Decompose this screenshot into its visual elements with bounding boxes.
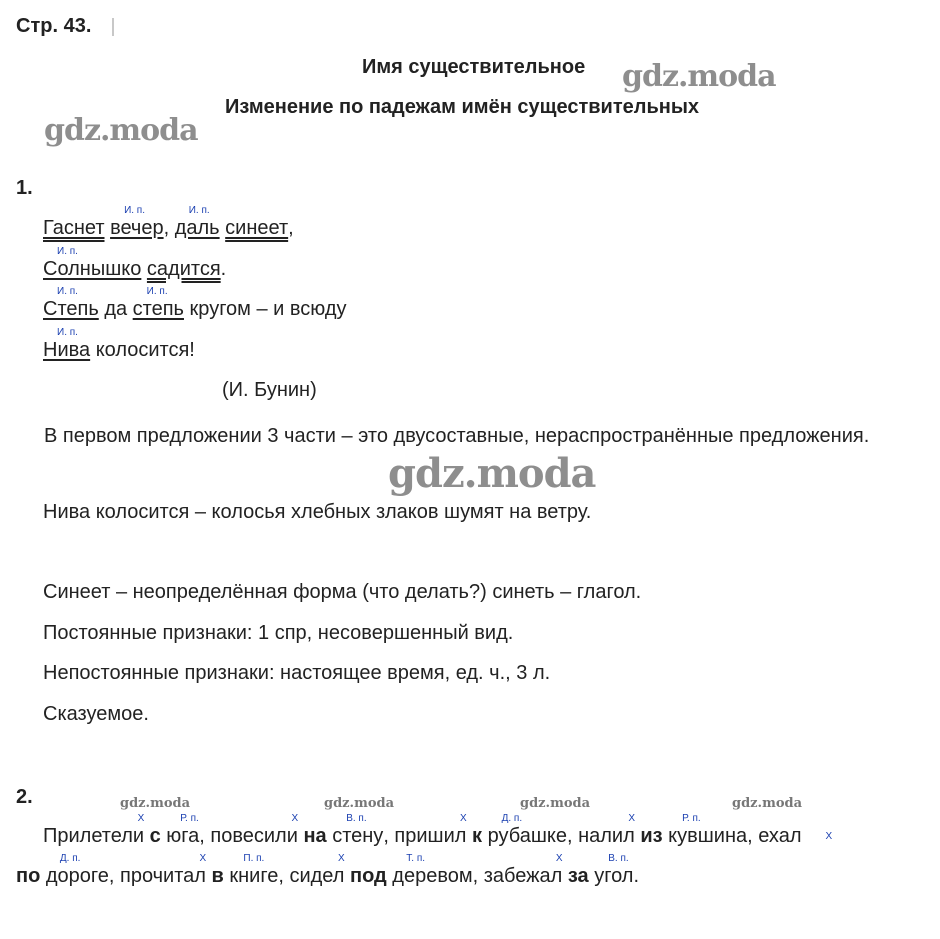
text-run: [199, 824, 303, 848]
text-run: [109, 864, 212, 888]
word-text: Нива: [43, 339, 91, 361]
case-mark: В. п.: [346, 813, 367, 824]
text-run: [288, 216, 294, 240]
watermark: gdz.moda: [324, 796, 395, 811]
case-mark: И. п.: [124, 205, 145, 216]
word-text: рубашке: [487, 825, 567, 847]
word-text: с: [149, 825, 161, 847]
case-mark: И. п.: [146, 286, 168, 297]
text-run: [473, 864, 568, 888]
word-text: ,: [163, 217, 175, 239]
word-text: вечер: [110, 217, 164, 239]
cursor-mark: [112, 18, 114, 36]
analysis-line: Синеет – неопределённая форма (что делать?) синеть – глагол.: [43, 581, 642, 603]
case-mark: Д. п.: [59, 853, 81, 864]
marked-word: [229, 853, 279, 888]
watermark: gdz.moda: [520, 796, 591, 811]
task-number: 2.: [16, 786, 33, 808]
watermark: gdz.moda: [388, 450, 596, 497]
marked-word: [668, 813, 748, 848]
word-text: дороге: [45, 865, 109, 887]
section-title: Изменение по падежам имён существительных: [225, 96, 700, 118]
preposition: [460, 813, 483, 848]
word-text: колосится!: [90, 339, 195, 361]
preposition: [137, 813, 161, 848]
analysis-line: Постоянные признаки: 1 спр, несовершенный вид.: [43, 622, 514, 644]
case-mark: П. п.: [243, 853, 265, 864]
word-text: к: [472, 825, 483, 847]
marked-word: [43, 246, 142, 281]
watermark: gdz.moda: [622, 59, 776, 94]
marked-word: [166, 813, 200, 848]
paragraph: В первом предложении 3 части – это двусоставные, нераспространённые предложения.: [44, 425, 870, 447]
text-run: [225, 216, 288, 240]
case-mark: Р. п.: [180, 813, 199, 824]
word-text: ,: [288, 217, 294, 239]
word-text: Прилетели: [43, 825, 150, 847]
text-run: [164, 216, 175, 240]
word-text: кругом – и всюду: [183, 298, 347, 320]
marked-word: [110, 205, 164, 240]
preposition: [555, 853, 589, 888]
word-text: , ехал: [747, 825, 802, 847]
word-text: угол: [594, 865, 634, 887]
preposition: [291, 813, 327, 848]
poem-line: [43, 205, 294, 240]
word-text: кувшина: [668, 825, 748, 847]
text-run: [43, 824, 150, 848]
sentence-line: [16, 853, 640, 888]
marked-word: [594, 853, 634, 888]
cross-mark: X: [825, 831, 833, 842]
poem-line: [43, 327, 195, 362]
case-mark: В. п.: [608, 853, 629, 864]
marked-word: [45, 853, 109, 888]
cross-mark: X: [199, 853, 207, 864]
word-text: синеет: [225, 217, 289, 239]
sentence-line: [43, 813, 833, 848]
text-run: [278, 864, 350, 888]
cross-mark: X: [337, 853, 345, 864]
word-text: деревом: [392, 865, 473, 887]
marked-word: [392, 853, 473, 888]
text-run: [90, 338, 195, 362]
word-text: , налил: [566, 825, 641, 847]
paragraph: Нива колосится – колосья хлебных злаков шумят на ветру.: [43, 501, 592, 523]
word-text: , пришил: [383, 825, 472, 847]
text-run: [99, 297, 133, 321]
watermark: gdz.moda: [44, 113, 198, 148]
word-text: .: [633, 865, 640, 887]
word-text: садится: [146, 258, 221, 280]
word-text: из: [640, 825, 663, 847]
case-mark: И. п.: [57, 246, 78, 257]
case-mark: Р. п.: [682, 813, 701, 824]
text-run: [43, 216, 105, 240]
word-text: Гаснет: [43, 217, 105, 239]
word-text: юга: [166, 825, 200, 847]
chapter-title: Имя существительное: [362, 56, 586, 78]
poem-line: [43, 246, 227, 281]
word-text: Солнышко: [43, 258, 142, 280]
watermark: gdz.moda: [120, 796, 191, 811]
analysis-line: Сказуемое.: [43, 703, 149, 725]
text-run: [633, 864, 639, 888]
marked-word: [487, 813, 567, 848]
word-text: да: [98, 298, 133, 320]
watermark: gdz.moda: [732, 796, 803, 811]
poem-author: (И. Бунин): [222, 379, 317, 401]
marked-word: [132, 286, 184, 321]
analysis-line: Непостоянные признаки: настоящее время, ед. ч., 3 л.: [43, 662, 551, 684]
text-run: [221, 257, 227, 281]
word-text: под: [349, 865, 387, 887]
word-text: степь: [132, 298, 184, 320]
page-number: Стр. 43.: [16, 15, 92, 37]
preposition: [16, 864, 40, 888]
preposition: [199, 853, 224, 888]
word-text: книге: [229, 865, 279, 887]
cross-mark: X: [291, 813, 299, 824]
word-text: , прочитал: [108, 865, 212, 887]
word-text: даль: [174, 217, 220, 239]
text-run: [747, 824, 801, 848]
preposition: [628, 813, 663, 848]
cross-mark: X: [628, 813, 635, 824]
preposition: [337, 853, 387, 888]
cross-mark: X: [460, 813, 467, 824]
text-run: [567, 824, 640, 848]
word-text: , забежал: [472, 865, 568, 887]
word-text: , сидел: [278, 865, 350, 887]
word-text: по: [16, 865, 41, 887]
word-text: .: [220, 258, 227, 280]
case-mark: И. п.: [57, 327, 78, 338]
case-mark: И. п.: [188, 205, 210, 216]
marked-word: [43, 286, 99, 321]
case-mark: Т. п.: [406, 853, 426, 864]
poem-line: [43, 286, 347, 321]
text-run: [184, 297, 347, 321]
word-text: , повесили: [199, 825, 304, 847]
marked-word: [43, 327, 91, 362]
marked-word: [174, 205, 220, 240]
word-text: на: [303, 825, 327, 847]
text-run: [147, 257, 221, 281]
task-number: 1.: [16, 177, 33, 199]
cross-mark: X: [555, 853, 563, 864]
word-text: в: [211, 865, 224, 887]
marked-word: [332, 813, 384, 848]
cross-mark: X: [137, 813, 145, 824]
text-run: [383, 824, 472, 848]
case-mark: Д. п.: [501, 813, 523, 824]
word-text: стену: [332, 825, 384, 847]
word-text: за: [567, 865, 589, 887]
case-mark: И. п.: [57, 286, 78, 297]
word-text: Степь: [43, 298, 99, 320]
